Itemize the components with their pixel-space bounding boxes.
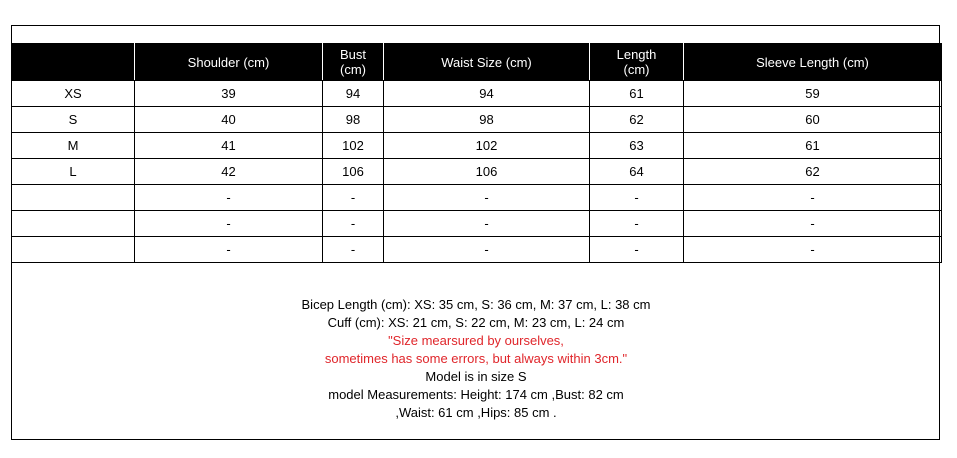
size-table-header — [12, 44, 942, 81]
bicep-length-note: Bicep Length (cm): XS: 35 cm, S: 36 cm, M: 37 cm, L: 38 cm — [301, 297, 651, 312]
table-row — [12, 185, 942, 211]
length-cell: - — [590, 185, 684, 211]
sleeve-length-cell: 59 — [684, 81, 942, 107]
bust-cell: - — [323, 211, 384, 237]
header-sleeve-length: Sleeve Length (cm) — [684, 44, 942, 81]
waist-cell: - — [384, 185, 590, 211]
length-cell: 63 — [590, 133, 684, 159]
size-cell: S — [12, 107, 135, 133]
size-cell — [12, 211, 135, 237]
bust-cell: 106 — [323, 159, 384, 185]
sleeve-length-cell: 62 — [684, 159, 942, 185]
table-row — [12, 81, 942, 107]
bust-cell: 98 — [323, 107, 384, 133]
shoulder-cell: 42 — [135, 159, 323, 185]
model-measurements-line-2: ,Waist: 61 cm ,Hips: 85 cm . — [395, 405, 557, 420]
shoulder-cell: - — [135, 237, 323, 263]
header-size — [12, 44, 135, 81]
size-cell — [12, 185, 135, 211]
bust-cell: - — [323, 237, 384, 263]
sleeve-length-cell: - — [684, 185, 942, 211]
table-row — [12, 237, 942, 263]
model-size-note: Model is in size S — [425, 369, 527, 384]
header-bust: Bust (cm) — [323, 44, 384, 81]
sleeve-length-cell: 61 — [684, 133, 942, 159]
length-cell: - — [590, 211, 684, 237]
bust-cell: - — [323, 185, 384, 211]
table-row — [12, 211, 942, 237]
sleeve-length-cell: 60 — [684, 107, 942, 133]
waist-cell: - — [384, 237, 590, 263]
header-waist: Waist Size (cm) — [384, 44, 590, 81]
size-notes — [11, 296, 941, 422]
size-cell — [12, 237, 135, 263]
disclaimer-line-1: "Size mearsured by ourselves, — [388, 333, 564, 348]
size-table-body — [12, 81, 942, 263]
header-row — [12, 44, 942, 81]
shoulder-cell: - — [135, 211, 323, 237]
table-row — [12, 107, 942, 133]
shoulder-cell: 40 — [135, 107, 323, 133]
waist-cell: 98 — [384, 107, 590, 133]
bust-cell: 94 — [323, 81, 384, 107]
length-cell: - — [590, 237, 684, 263]
shoulder-cell: 41 — [135, 133, 323, 159]
waist-cell: 102 — [384, 133, 590, 159]
size-cell: XS — [12, 81, 135, 107]
sleeve-length-cell: - — [684, 211, 942, 237]
header-shoulder: Shoulder (cm) — [135, 44, 323, 81]
length-cell: 62 — [590, 107, 684, 133]
table-row — [12, 133, 942, 159]
disclaimer-line-2: sometimes has some errors, but always within 3cm." — [324, 351, 628, 366]
model-measurements-line-1: model Measurements: Height: 174 cm ,Bust: 82 cm — [328, 387, 624, 402]
waist-cell: 106 — [384, 159, 590, 185]
bust-cell: 102 — [323, 133, 384, 159]
cuff-note: Cuff (cm): XS: 21 cm, S: 22 cm, M: 23 cm, L: 24 cm — [327, 315, 625, 330]
waist-cell: - — [384, 211, 590, 237]
size-cell: M — [12, 133, 135, 159]
table-row — [12, 159, 942, 185]
sleeve-length-cell: - — [684, 237, 942, 263]
length-cell: 64 — [590, 159, 684, 185]
waist-cell: 94 — [384, 81, 590, 107]
size-cell: L — [12, 159, 135, 185]
shoulder-cell: - — [135, 185, 323, 211]
length-cell: 61 — [590, 81, 684, 107]
shoulder-cell: 39 — [135, 81, 323, 107]
size-table — [11, 43, 942, 263]
header-length: Length (cm) — [590, 44, 684, 81]
